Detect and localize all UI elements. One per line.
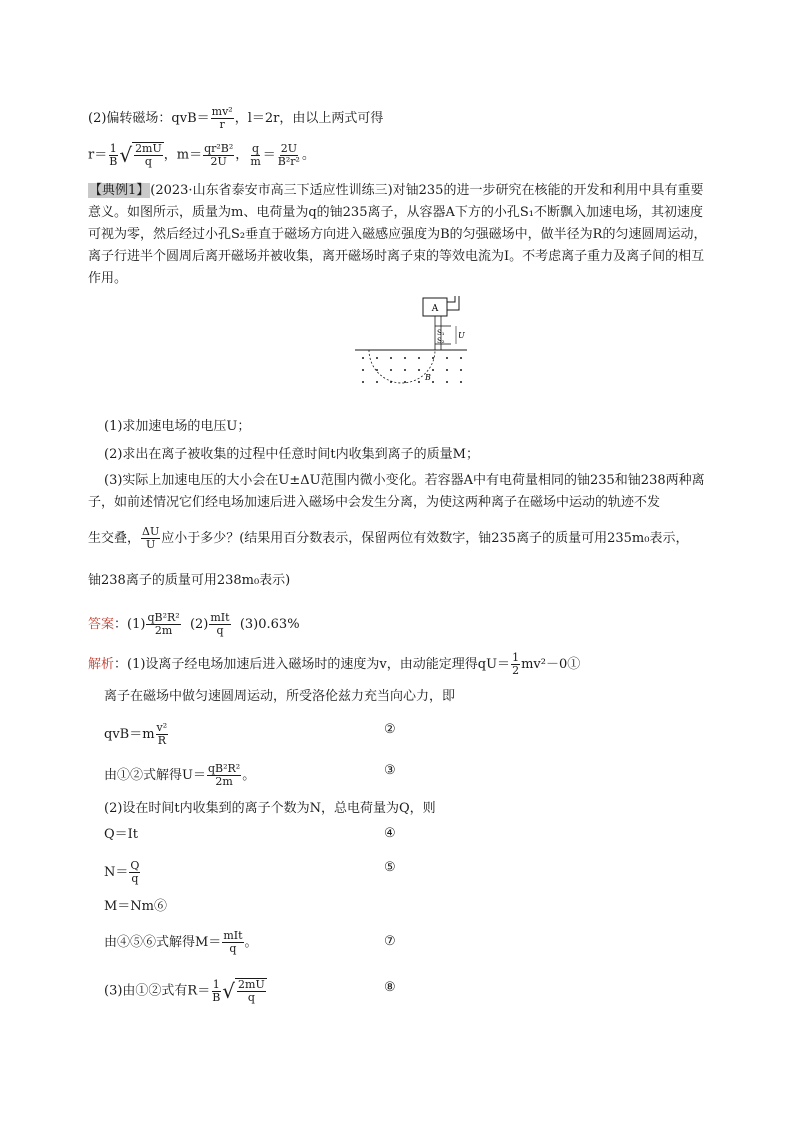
fraction (277, 143, 301, 168)
denominator: r (219, 118, 225, 131)
denominator: 2 (512, 664, 520, 677)
eq-number-7: ⑦ (384, 934, 396, 949)
fraction (249, 143, 261, 168)
eq-number-5: ⑤ (384, 860, 396, 875)
numerator: 2U (280, 141, 297, 155)
denominator: 2m (215, 775, 233, 788)
fraction (211, 106, 234, 131)
eq-number-2: ② (384, 722, 396, 737)
analysis-line-7 (104, 860, 141, 885)
field-dots (362, 357, 462, 383)
fraction (511, 652, 520, 677)
fraction (209, 612, 230, 637)
fraction (129, 860, 140, 885)
answer-line: 答案：(1) $\frac{\text{qB²R²}}{2m}$ (2) $\frac{\text{mIt}}{q}$ (3)0.63% (88, 611, 300, 637)
label-a: A (431, 304, 439, 314)
analysis-line-8: M＝Nm⑥ (104, 899, 168, 914)
example-tag: 【典例1】 (89, 183, 150, 198)
separator: ， (235, 147, 249, 163)
s9-post: 。 (244, 935, 258, 950)
ans1-pre: (1) (127, 617, 146, 632)
numerator: q (252, 141, 260, 155)
fraction (222, 930, 243, 955)
eq-number-3: ③ (384, 763, 396, 778)
part2-text-after: ，l＝2r，由以上两式可得 (234, 111, 384, 126)
question-3b (88, 526, 688, 551)
analysis-line-3 (104, 722, 169, 747)
s4-post: 。 (242, 768, 256, 783)
question-2: (2)求出在离子被收集的过程中任意时间t内收集到离子的质量M； (104, 447, 479, 462)
radical-sign: √ (119, 143, 133, 167)
analysis-line-9 (104, 930, 258, 955)
numerator: mIt (223, 929, 243, 942)
analysis-line-6: Q＝It (104, 827, 139, 842)
equals: ＝ (262, 147, 276, 163)
denominator: B²r² (277, 154, 300, 168)
denominator: B (212, 990, 221, 1004)
fraction (211, 979, 221, 1004)
label-s2: S₂ (437, 337, 445, 345)
inlet-pipe (447, 296, 459, 310)
fraction (203, 143, 234, 168)
s3-pre: qvB＝m (104, 727, 155, 742)
s9-pre: 由④⑤⑥式解得M＝ (104, 935, 222, 950)
denominator: q (216, 624, 224, 637)
s1-pre: ：(1)设离子经电场加速后进入磁场时的速度为v，由动能定理得qU＝ (114, 657, 511, 672)
radicand (132, 142, 164, 168)
example-paragraph (88, 180, 708, 290)
fraction (156, 722, 169, 747)
s4-pre: 由①②式解得U＝ (104, 768, 206, 783)
denominator: m (250, 154, 261, 168)
part2-text: (2)偏转磁场：qvB＝ (88, 111, 210, 126)
denominator: q (144, 155, 152, 168)
sqrt (222, 978, 266, 1004)
m-eq: ，m＝ (163, 147, 203, 163)
period: 。 (301, 147, 315, 163)
analysis-line-10 (104, 978, 267, 1004)
numerator: ΔU (142, 525, 160, 538)
fraction (237, 979, 266, 1004)
denominator: q (247, 991, 255, 1004)
numerator: v² (156, 721, 168, 734)
answer-label: 答案 (88, 617, 115, 632)
fraction (108, 143, 118, 168)
numerator: mv² (211, 105, 233, 118)
denominator: 2U (210, 154, 227, 168)
eq-number-4: ④ (384, 826, 396, 841)
numerator: qB²R² (147, 611, 180, 624)
numerator: 1 (212, 977, 220, 991)
denominator: q (131, 872, 139, 885)
radical-sign: √ (222, 979, 236, 1003)
denominator: B (109, 154, 118, 168)
result-formulas-line (88, 142, 315, 168)
s10-pre: (3)由①②式有R＝ (104, 983, 211, 999)
fraction (207, 763, 241, 788)
question-3c: 铀238离子的质量可用238m₀表示) (88, 573, 291, 588)
numerator: 1 (512, 651, 520, 664)
fraction (141, 526, 160, 551)
analysis-line-5: (2)设在时间t内收集到的离子个数为N，总电荷量为Q，则 (104, 801, 436, 816)
numerator: Q (130, 859, 140, 872)
numerator: 2mU (238, 978, 265, 991)
analysis-line-4 (104, 763, 255, 788)
example-text: (2023·山东省泰安市高三下适应性训练三)对铀235的进一步研究在核能的开发和利用中具有重要意义。如图所示，质量为m、电荷量为q的铀235离子，从容器A下方的小孔S₁不断飘入加速电场，其初速度可视为零，然后经过小孔S₂垂直于磁场方向进入磁感应强度为B的匀强磁场中，做半径为R的匀速圆周运动，离子行进半个圆周后离开磁场并被收集，离开磁场时离子束的等效电流为I。不考虑离子重力及离子间的相互作用。 (88, 183, 707, 286)
numerator: 2mU (135, 142, 162, 155)
s7-pre: N＝ (104, 865, 129, 880)
label-u: U (458, 331, 465, 340)
numerator: qB²R² (207, 762, 241, 775)
analysis-line-2: 离子在磁场中做匀速圆周运动，所受洛伦兹力充当向心力，即 (104, 689, 456, 704)
sqrt (119, 142, 163, 168)
numerator: mIt (210, 611, 230, 624)
radicand (235, 978, 267, 1004)
label-b: B (425, 373, 431, 382)
question-1: (1)求加速电场的电压U； (104, 419, 251, 434)
analysis-label: 解析 (88, 657, 115, 672)
analysis-line-1 (88, 652, 580, 677)
ans3: (3)0.63% (239, 617, 300, 632)
denominator: q (229, 942, 237, 955)
r-eq: r＝ (88, 147, 108, 163)
q3b-pre: 生交叠， (88, 531, 141, 546)
denominator: U (145, 538, 156, 551)
s1-post: mv²－0① (521, 657, 581, 672)
ans2-pre: (2) (189, 617, 209, 632)
fraction (146, 612, 180, 637)
apparatus-figure (355, 292, 470, 392)
denominator: 2m (154, 624, 173, 637)
question-3a: (3)实际上加速电压的大小会在U±ΔU范围内微小变化。若容器A中有电荷量相同的铀235和铀238两种离子，如前述情况它们经电场加速后进入磁场中会发生分离，为使这两种离子在磁场中运动的轨迹不发 (88, 473, 705, 510)
eq-number-8: ⑧ (384, 980, 396, 995)
q3b-post: 应小于多少？(结果用百分数表示，保留两位有效数字，铀235离子的质量可用235m₀表示， (161, 531, 689, 546)
numerator: qr²B² (204, 141, 234, 155)
fraction (134, 143, 163, 168)
numerator: 1 (109, 141, 117, 155)
denominator: R (157, 734, 166, 747)
label-s1: S₁ (437, 329, 445, 337)
part2-line (88, 106, 383, 131)
